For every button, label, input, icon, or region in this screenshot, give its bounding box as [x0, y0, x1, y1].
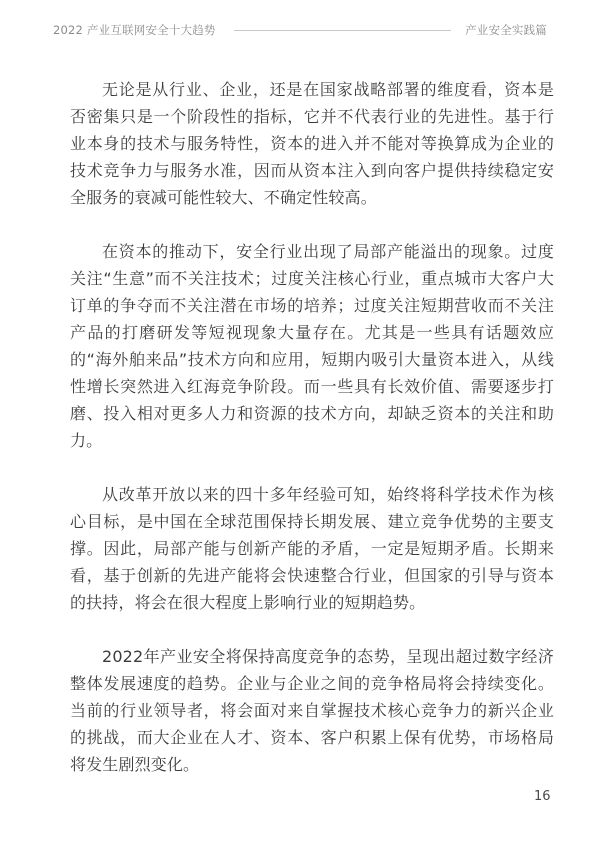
page-number: 16 — [534, 789, 551, 804]
page-header — [53, 22, 547, 38]
header-document-title: 2022 产业互联网安全十大趋势 — [53, 23, 216, 37]
header-section-title: 产业安全实践篇 — [465, 23, 547, 37]
header-divider — [234, 30, 451, 31]
body-text — [70, 76, 554, 805]
paragraph-3: 从改革开放以来的四十多年经验可知，始终将科学技术作为核心目标，是中国在全球范围保持长期发展、建立竞争优势的主要支撑。因此，局部产能与创新产能的矛盾，一定是短期矛盾。长期来看，基于创新的先进产能将会快速整合行业，但国家的引导与资本的扶持，将会在很大程度上影响行业的短期趋势。 — [70, 485, 554, 612]
paragraph-1: 无论是从行业、企业，还是在国家战略部署的维度看，资本是否密集只是一个阶段性的指标，它并不代表行业的先进性。基于行业本身的技术与服务特性，资本的进入并不能对等换算成为企业的技术竞争力与服务水准，因而从资本注入到向客户提供持续稳定安全服务的衰减可能性较大、不确定性较高。 — [70, 80, 554, 207]
paragraph-2: 在资本的推动下，安全行业出现了局部产能溢出的现象。过度关注“生意”而不关注技术；过度关注核心行业，重点城市大客户大订单的争夺而不关注潜在市场的培养；过度关注短期营收而不关注产品的打磨研发等短视现象大量存在。尤其是一些具有话题效应的“海外舶来品”技术方向和应用，短期内吸引大量资本进入，从线性增长突然进入红海竞争阶段。而一些具有长效价值、需要逐步打磨、投入相对更多人力和资源的技术方向，却缺乏资本的关注和助力。 — [70, 242, 554, 450]
paragraph-4: 2022年产业安全将保持高度竞争的态势，呈现出超过数字经济整体发展速度的趋势。企业与企业之间的竞争格局将会持续变化。当前的行业领导者，将会面对来自掌握技术核心竞争力的新兴企业的挑战，而大企业在人才、资本、客户积累上保有优势，市场格局将发生剧烈变化。 — [70, 647, 554, 774]
